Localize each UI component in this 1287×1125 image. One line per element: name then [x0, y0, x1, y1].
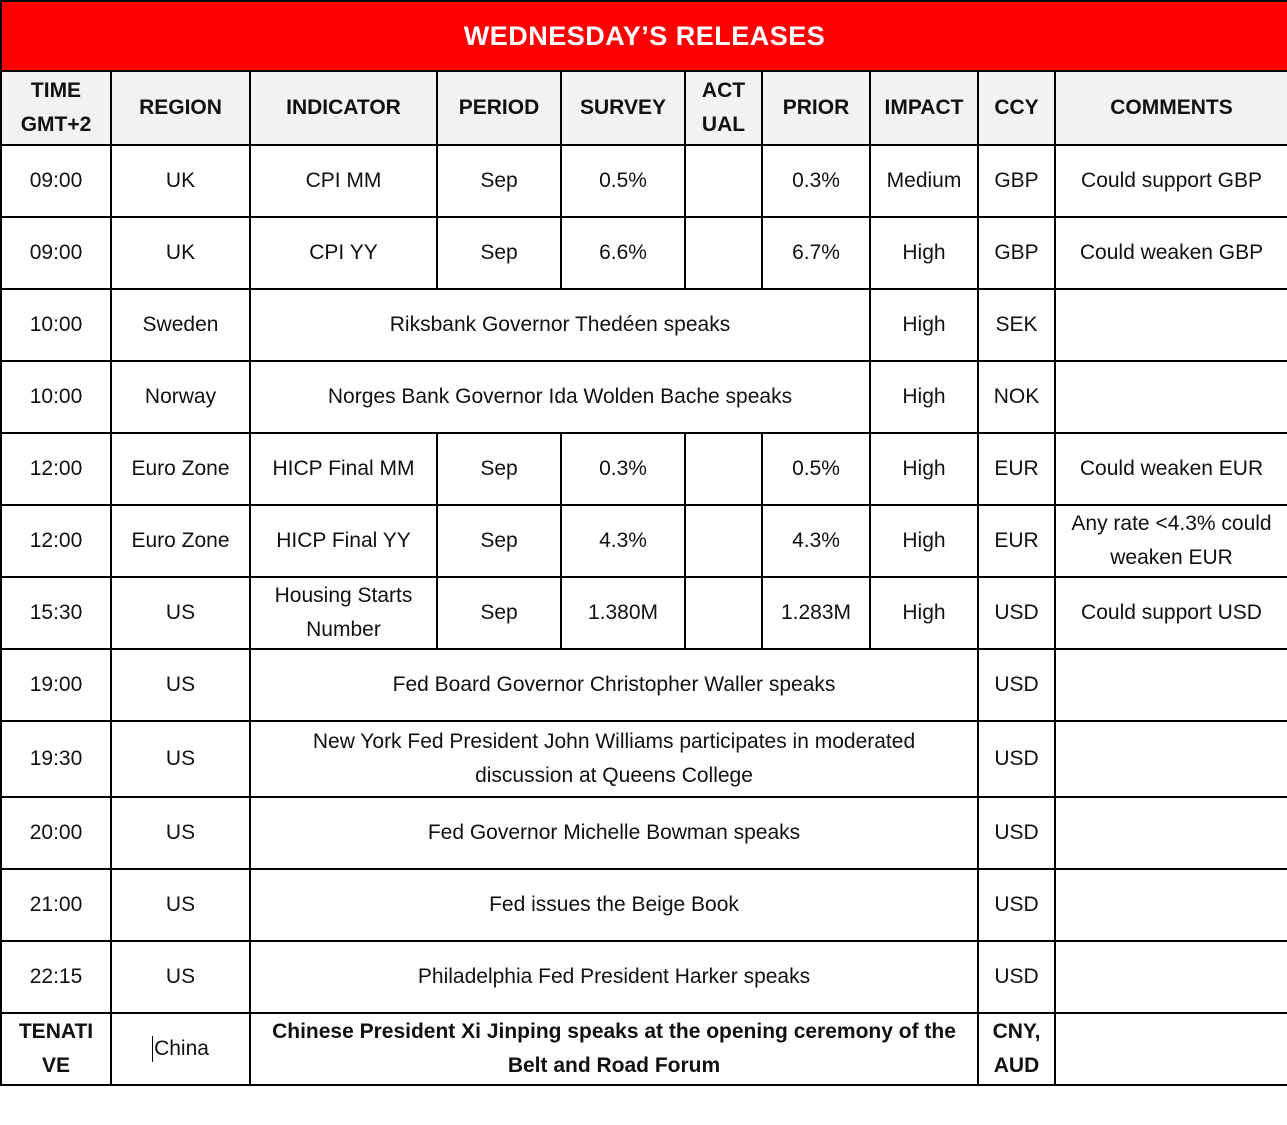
cell-event: Philadelphia Fed President Harker speaks	[250, 941, 978, 1013]
cell-period: Sep	[437, 433, 561, 505]
cell-comments: Could weaken GBP	[1055, 217, 1287, 289]
cell-ccy: USD	[978, 649, 1055, 721]
cell-time: 15:30	[1, 577, 111, 649]
table-row	[1, 505, 1287, 577]
cell-region: US	[111, 797, 250, 869]
header-impact: IMPACT	[870, 71, 978, 145]
cell-event: Norges Bank Governor Ida Wolden Bache speaks	[250, 361, 870, 433]
cell-region: Norway	[111, 361, 250, 433]
cell-event: Fed Governor Michelle Bowman speaks	[250, 797, 978, 869]
table-row	[1, 289, 1287, 361]
cell-event: Chinese President Xi Jinping speaks at the opening ceremony of the Belt and Road Forum	[250, 1013, 978, 1085]
table-row	[1, 433, 1287, 505]
cell-period: Sep	[437, 217, 561, 289]
cell-actual	[685, 145, 762, 217]
cell-region: US	[111, 577, 250, 649]
cell-prior: 4.3%	[762, 505, 870, 577]
cell-region: UK	[111, 217, 250, 289]
header-region: REGION	[111, 71, 250, 145]
cell-time: 22:15	[1, 941, 111, 1013]
cell-ccy: USD	[978, 941, 1055, 1013]
cell-ccy: SEK	[978, 289, 1055, 361]
cell-indicator: Housing Starts Number	[250, 577, 437, 649]
cell-survey: 1.380M	[561, 577, 685, 649]
cell-time: 09:00	[1, 217, 111, 289]
cell-comments: Any rate <4.3% could weaken EUR	[1055, 505, 1287, 577]
cell-ccy: USD	[978, 869, 1055, 941]
cell-ccy: USD	[978, 721, 1055, 797]
table-row	[1, 721, 1287, 797]
cell-time: 19:30	[1, 721, 111, 797]
cell-actual	[685, 577, 762, 649]
cell-region: US	[111, 941, 250, 1013]
cell-indicator: CPI YY	[250, 217, 437, 289]
header-comments: COMMENTS	[1055, 71, 1287, 145]
cell-ccy: USD	[978, 797, 1055, 869]
header-ccy: CCY	[978, 71, 1055, 145]
cell-indicator: HICP Final MM	[250, 433, 437, 505]
text-cursor	[152, 1036, 153, 1062]
cell-comments: Could support USD	[1055, 577, 1287, 649]
cell-time: TENATI VE	[1, 1013, 111, 1085]
cell-time: 12:00	[1, 505, 111, 577]
cell-impact: High	[870, 505, 978, 577]
table-row	[1, 217, 1287, 289]
cell-impact: Medium	[870, 145, 978, 217]
cell-comments	[1055, 797, 1287, 869]
cell-time: 09:00	[1, 145, 111, 217]
cell-region: US	[111, 649, 250, 721]
cell-impact: High	[870, 433, 978, 505]
cell-region: Euro Zone	[111, 433, 250, 505]
cell-survey: 0.5%	[561, 145, 685, 217]
cell-ccy: GBP	[978, 145, 1055, 217]
cell-region: China	[111, 1013, 250, 1085]
cell-impact: High	[870, 289, 978, 361]
table-row	[1, 941, 1287, 1013]
table-row	[1, 869, 1287, 941]
cell-actual	[685, 433, 762, 505]
header-survey: SURVEY	[561, 71, 685, 145]
cell-period: Sep	[437, 505, 561, 577]
cell-region: Sweden	[111, 289, 250, 361]
table-row	[1, 361, 1287, 433]
cell-time: 19:00	[1, 649, 111, 721]
cell-indicator: CPI MM	[250, 145, 437, 217]
cell-region: Euro Zone	[111, 505, 250, 577]
cell-comments	[1055, 721, 1287, 797]
cell-comments	[1055, 289, 1287, 361]
table-title: WEDNESDAY’S RELEASES	[1, 1, 1287, 71]
cell-comments	[1055, 869, 1287, 941]
cell-comments: Could weaken EUR	[1055, 433, 1287, 505]
cell-region: UK	[111, 145, 250, 217]
cell-time: 10:00	[1, 289, 111, 361]
cell-event: Fed Board Governor Christopher Waller speaks	[250, 649, 978, 721]
cell-prior: 0.3%	[762, 145, 870, 217]
header-actual: ACT UAL	[685, 71, 762, 145]
cell-survey: 4.3%	[561, 505, 685, 577]
cell-ccy: NOK	[978, 361, 1055, 433]
cell-event: Riksbank Governor Thedéen speaks	[250, 289, 870, 361]
cell-comments: Could support GBP	[1055, 145, 1287, 217]
cell-ccy: USD	[978, 577, 1055, 649]
cell-region: US	[111, 721, 250, 797]
cell-actual	[685, 505, 762, 577]
cell-ccy: GBP	[978, 217, 1055, 289]
cell-ccy: EUR	[978, 433, 1055, 505]
cell-time: 12:00	[1, 433, 111, 505]
cell-time: 21:00	[1, 869, 111, 941]
cell-ccy: CNY, AUD	[978, 1013, 1055, 1085]
cell-ccy: EUR	[978, 505, 1055, 577]
cell-impact: High	[870, 217, 978, 289]
cell-region: US	[111, 869, 250, 941]
title-row	[1, 1, 1287, 71]
cell-actual	[685, 217, 762, 289]
cell-time: 10:00	[1, 361, 111, 433]
cell-survey: 0.3%	[561, 433, 685, 505]
header-time: TIME GMT+2	[1, 71, 111, 145]
header-period: PERIOD	[437, 71, 561, 145]
cell-prior: 6.7%	[762, 217, 870, 289]
cell-time: 20:00	[1, 797, 111, 869]
cell-impact: High	[870, 577, 978, 649]
table-row	[1, 797, 1287, 869]
cell-comments	[1055, 1013, 1287, 1085]
table-row	[1, 649, 1287, 721]
cell-event: Fed issues the Beige Book	[250, 869, 978, 941]
table-row	[1, 577, 1287, 649]
header-indicator: INDICATOR	[250, 71, 437, 145]
cell-period: Sep	[437, 577, 561, 649]
cell-impact: High	[870, 361, 978, 433]
table-row	[1, 145, 1287, 217]
cell-event: New York Fed President John Williams participates in moderated discussion at Queens College	[250, 721, 978, 797]
cell-comments	[1055, 649, 1287, 721]
header-prior: PRIOR	[762, 71, 870, 145]
cell-survey: 6.6%	[561, 217, 685, 289]
cell-prior: 1.283M	[762, 577, 870, 649]
table-row	[1, 1013, 1287, 1085]
cell-prior: 0.5%	[762, 433, 870, 505]
cell-period: Sep	[437, 145, 561, 217]
header-row	[1, 71, 1287, 145]
cell-indicator: HICP Final YY	[250, 505, 437, 577]
cell-comments	[1055, 941, 1287, 1013]
cell-comments	[1055, 361, 1287, 433]
